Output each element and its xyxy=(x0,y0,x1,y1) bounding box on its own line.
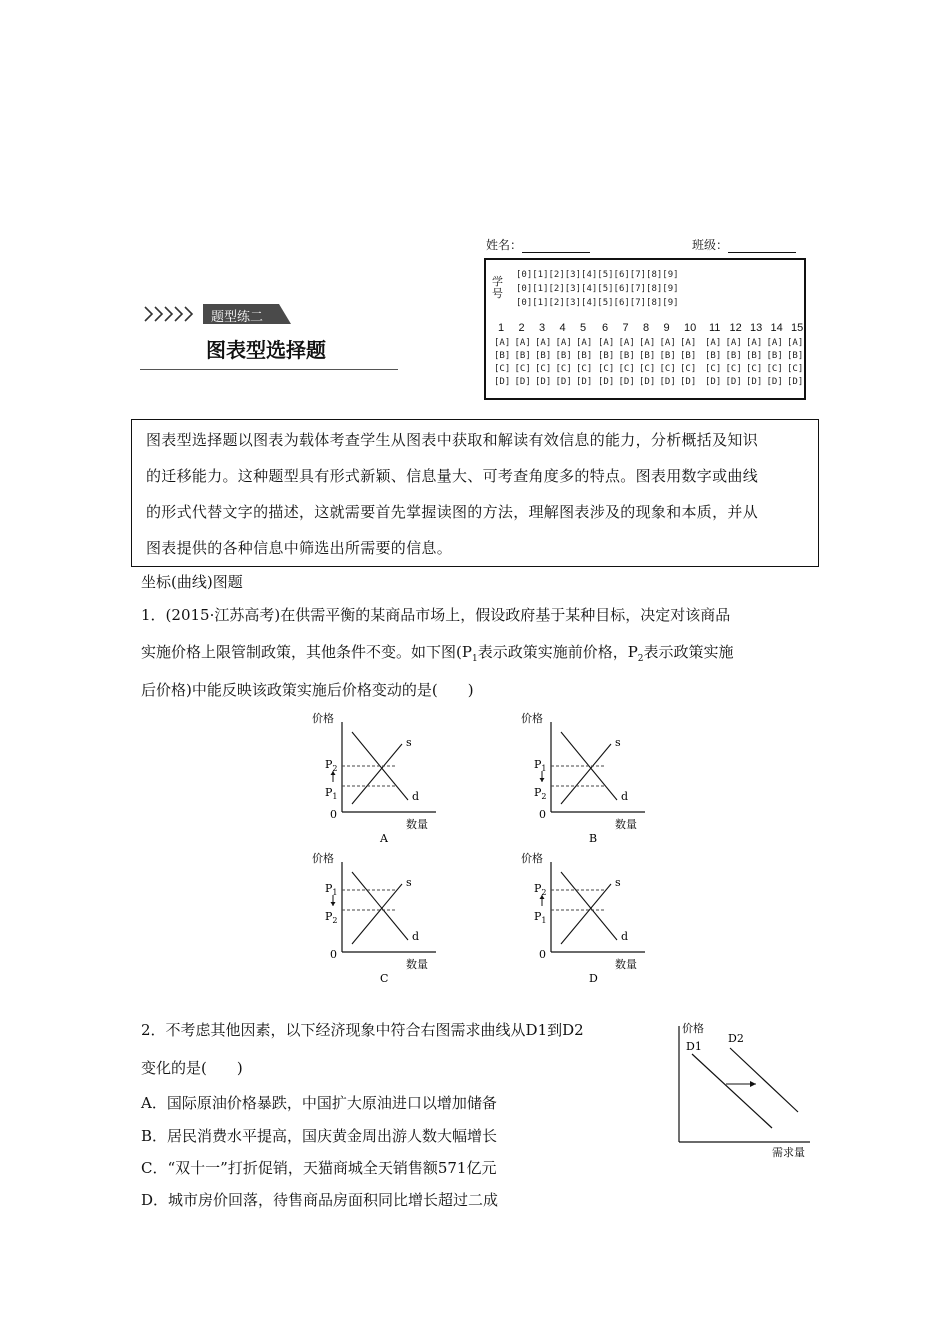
q2-line: 变化的是( ) xyxy=(141,1059,243,1077)
answer-bubble[interactable]: [B] xyxy=(639,351,656,361)
answer-bubble[interactable]: [C] xyxy=(535,364,552,374)
answer-bubble[interactable]: [D] xyxy=(639,377,656,387)
x-axis-label: 数量 xyxy=(406,818,428,831)
question-number: 15 xyxy=(791,322,804,334)
demand-curve xyxy=(352,872,408,940)
demand-shift-graph xyxy=(660,1016,820,1170)
graph-option-label: C xyxy=(380,972,389,985)
answer-bubble[interactable]: [A] xyxy=(705,338,722,348)
graph-b xyxy=(505,708,655,852)
answer-bubble[interactable]: [D] xyxy=(576,377,593,387)
supply-curve xyxy=(561,884,611,944)
answer-bubble[interactable]: [C] xyxy=(766,364,783,374)
id-row[interactable]: [0][1][2][3][4][5][6][7][8][9] xyxy=(516,270,679,280)
answer-bubble[interactable]: [B] xyxy=(680,351,697,361)
student-id-label: 学号 xyxy=(492,276,503,300)
section-tag-text: 题型练二 xyxy=(211,309,264,324)
upper-price-label: $P_2$ xyxy=(325,758,338,773)
graph-option-label: A xyxy=(380,832,388,845)
origin-label: 0 xyxy=(539,948,546,961)
question-number: 5 xyxy=(580,322,587,334)
lower-price-label: $P_2$ xyxy=(325,910,338,925)
answer-bubble[interactable]: [B] xyxy=(514,351,531,361)
answer-bubble[interactable]: [A] xyxy=(725,338,742,348)
origin-label: 0 xyxy=(539,808,546,821)
answer-bubble[interactable]: [B] xyxy=(618,351,635,361)
answer-bubble[interactable]: [A] xyxy=(576,338,593,348)
answer-bubble[interactable]: [B] xyxy=(766,351,783,361)
question-number: 10 xyxy=(684,322,697,334)
intro-line: 图表型选择题以图表为载体考查学生从图表中获取和解读有效信息的能力，分析概括及知识 xyxy=(146,431,759,449)
class-label: 班级： xyxy=(692,238,729,252)
origin-label: 0 xyxy=(330,948,337,961)
answer-bubble[interactable]: [D] xyxy=(680,377,697,387)
intro-line: 图表提供的各种信息中筛选出所需要的信息。 xyxy=(146,539,453,557)
question-number: 6 xyxy=(602,322,609,334)
option-c[interactable]: C．“双十一”打折促销，天猫商城全天销售额571亿元 xyxy=(141,1159,497,1177)
arrowhead-icon xyxy=(331,902,336,906)
answer-bubble[interactable]: [A] xyxy=(598,338,615,348)
supply-label: s xyxy=(615,876,621,889)
answer-bubble[interactable]: [D] xyxy=(787,377,804,387)
upper-price-label: $P_1$ xyxy=(325,882,338,897)
answer-bubble[interactable]: [C] xyxy=(494,364,511,374)
option-d[interactable]: D．城市房价回落，待售商品房面积同比增长超过二成 xyxy=(141,1191,499,1209)
answer-bubble[interactable]: [D] xyxy=(535,377,552,387)
question-number: 14 xyxy=(770,322,783,334)
answer-bubble[interactable]: [A] xyxy=(787,338,804,348)
supply-curve xyxy=(352,744,402,804)
answer-bubble[interactable]: [C] xyxy=(576,364,593,374)
answer-bubble[interactable]: [D] xyxy=(514,377,531,387)
lower-price-label: $P_1$ xyxy=(325,786,338,801)
answer-bubble[interactable]: [C] xyxy=(705,364,722,374)
demand-label: d xyxy=(621,790,629,803)
id-row[interactable]: [0][1][2][3][4][5][6][7][8][9] xyxy=(516,284,679,294)
answer-bubble[interactable]: [C] xyxy=(746,364,763,374)
answer-bubble[interactable]: [C] xyxy=(680,364,697,374)
chevron-icon xyxy=(143,304,195,328)
demand-label: d xyxy=(412,790,420,803)
question-number: 11 xyxy=(709,322,721,334)
q2-x-label: 需求量 xyxy=(772,1146,805,1159)
question-number: 2 xyxy=(518,322,525,334)
question-number: 9 xyxy=(663,322,670,334)
x-axis-label: 数量 xyxy=(615,818,637,831)
answer-bubble[interactable]: [D] xyxy=(555,377,572,387)
d2-label: D2 xyxy=(728,1032,744,1045)
answer-bubble[interactable]: [D] xyxy=(618,377,635,387)
arrowhead-icon xyxy=(540,778,545,782)
y-axis-label: 价格 xyxy=(312,852,334,865)
y-axis-label: 价格 xyxy=(521,712,543,725)
answer-bubble[interactable]: [D] xyxy=(746,377,763,387)
answer-bubble[interactable]: [B] xyxy=(725,351,742,361)
section-tag xyxy=(203,304,291,328)
name-field[interactable] xyxy=(486,236,590,253)
answer-card xyxy=(484,258,806,400)
answer-bubble[interactable]: [B] xyxy=(787,351,804,361)
q1-line: 后价格)中能反映该政策实施后价格变动的是( ) xyxy=(141,681,474,699)
answer-bubble[interactable]: [A] xyxy=(639,338,656,348)
x-axis-label: 数量 xyxy=(615,958,637,971)
x-axis-label: 数量 xyxy=(406,958,428,971)
answer-bubble[interactable]: [C] xyxy=(725,364,742,374)
answer-bubble[interactable]: [A] xyxy=(494,338,511,348)
id-row[interactable]: [0][1][2][3][4][5][6][7][8][9] xyxy=(516,298,679,308)
answer-bubble[interactable]: [B] xyxy=(555,351,572,361)
answer-bubble[interactable]: [A] xyxy=(680,338,697,348)
graph-option-label: D xyxy=(589,972,598,985)
answer-bubble[interactable]: [C] xyxy=(598,364,615,374)
demand-curve xyxy=(561,872,617,940)
q1-line: 1．(2015·江苏高考)在供需平衡的某商品市场上，假设政府基于某种目标，决定对该商品 xyxy=(141,606,731,624)
answer-bubble[interactable]: [A] xyxy=(659,338,676,348)
question-number: 7 xyxy=(622,322,629,334)
intro-box xyxy=(131,419,819,567)
answer-bubble[interactable]: [A] xyxy=(555,338,572,348)
question-number: 13 xyxy=(750,322,763,334)
intro-line: 的形式代替文字的描述，这就需要首先掌握读图的方法，理解图表涉及的现象和本质，并从 xyxy=(146,503,759,521)
question-number: 12 xyxy=(729,322,742,334)
upper-price-label: $P_2$ xyxy=(534,882,547,897)
question-number: 8 xyxy=(643,322,650,334)
origin-label: 0 xyxy=(330,808,337,821)
answer-bubble[interactable]: [B] xyxy=(494,351,511,361)
demand-label: d xyxy=(412,930,420,943)
lower-price-label: $P_2$ xyxy=(534,786,547,801)
class-field[interactable] xyxy=(692,236,796,253)
answer-bubble[interactable]: [D] xyxy=(659,377,676,387)
name-label: 姓名： xyxy=(486,238,523,252)
answer-bubble[interactable]: [B] xyxy=(535,351,552,361)
demand-label: d xyxy=(621,930,629,943)
lower-price-label: $P_1$ xyxy=(534,910,547,925)
y-axis-label: 价格 xyxy=(312,712,334,725)
answer-bubble[interactable]: [B] xyxy=(705,351,722,361)
answer-bubble[interactable]: [C] xyxy=(787,364,804,374)
answer-bubble[interactable]: [C] xyxy=(618,364,635,374)
option-b[interactable]: B．居民消费水平提高，国庆黄金周出游人数大幅增长 xyxy=(141,1127,498,1145)
answer-bubble[interactable]: [D] xyxy=(725,377,742,387)
y-axis-label: 价格 xyxy=(521,852,543,865)
answer-bubble[interactable]: [D] xyxy=(766,377,783,387)
title-rule xyxy=(140,369,398,370)
option-a[interactable]: A．国际原油价格暴跌，中国扩大原油进口以增加储备 xyxy=(141,1094,497,1112)
name-blank[interactable] xyxy=(522,238,590,253)
answer-bubble[interactable]: [D] xyxy=(705,377,722,387)
question-number: 3 xyxy=(539,322,546,334)
graph-d xyxy=(505,848,655,992)
answer-bubble[interactable]: [B] xyxy=(659,351,676,361)
answer-bubble[interactable]: [B] xyxy=(598,351,615,361)
intro-line: 的迁移能力。这种题型具有形式新颖、信息量大、可考查角度多的特点。图表用数字或曲线 xyxy=(146,467,759,485)
answer-bubble[interactable]: [D] xyxy=(494,377,511,387)
supply-label: s xyxy=(406,736,412,749)
q1-line: 实施价格上限管制政策，其他条件不变。如下图($P_1$表示政策实施前价格，$P_2$表示政策实施 xyxy=(141,643,734,664)
question-number: 4 xyxy=(559,322,566,334)
answer-bubble[interactable]: [C] xyxy=(514,364,531,374)
answer-bubble[interactable]: [A] xyxy=(535,338,552,348)
answer-bubble[interactable]: [A] xyxy=(746,338,763,348)
supply-label: s xyxy=(406,876,412,889)
graph-option-label: B xyxy=(589,832,598,845)
class-blank[interactable] xyxy=(728,238,796,253)
supply-label: s xyxy=(615,736,621,749)
answer-bubble[interactable]: [A] xyxy=(514,338,531,348)
question-number: 1 xyxy=(498,322,505,334)
subsection-title: 坐标(曲线)图题 xyxy=(141,573,243,591)
graph-a xyxy=(296,708,446,852)
answer-bubble[interactable]: [C] xyxy=(555,364,572,374)
d1-label: D1 xyxy=(686,1040,702,1053)
section-title: 图表型选择题 xyxy=(206,338,326,362)
q2-y-label: 价格 xyxy=(682,1022,704,1035)
supply-curve xyxy=(561,744,611,804)
q2-line: 2．不考虑其他因素，以下经济现象中符合右图需求曲线从D1到D2 xyxy=(141,1021,584,1039)
answer-bubble[interactable]: [A] xyxy=(766,338,783,348)
supply-curve xyxy=(352,884,402,944)
answer-bubble[interactable]: [C] xyxy=(639,364,656,374)
graph-c xyxy=(296,848,446,992)
answer-bubble[interactable]: [A] xyxy=(618,338,635,348)
upper-price-label: $P_1$ xyxy=(534,758,547,773)
answer-bubble[interactable]: [B] xyxy=(746,351,763,361)
answer-bubble[interactable]: [B] xyxy=(576,351,593,361)
answer-bubble[interactable]: [C] xyxy=(659,364,676,374)
answer-bubble[interactable]: [D] xyxy=(598,377,615,387)
